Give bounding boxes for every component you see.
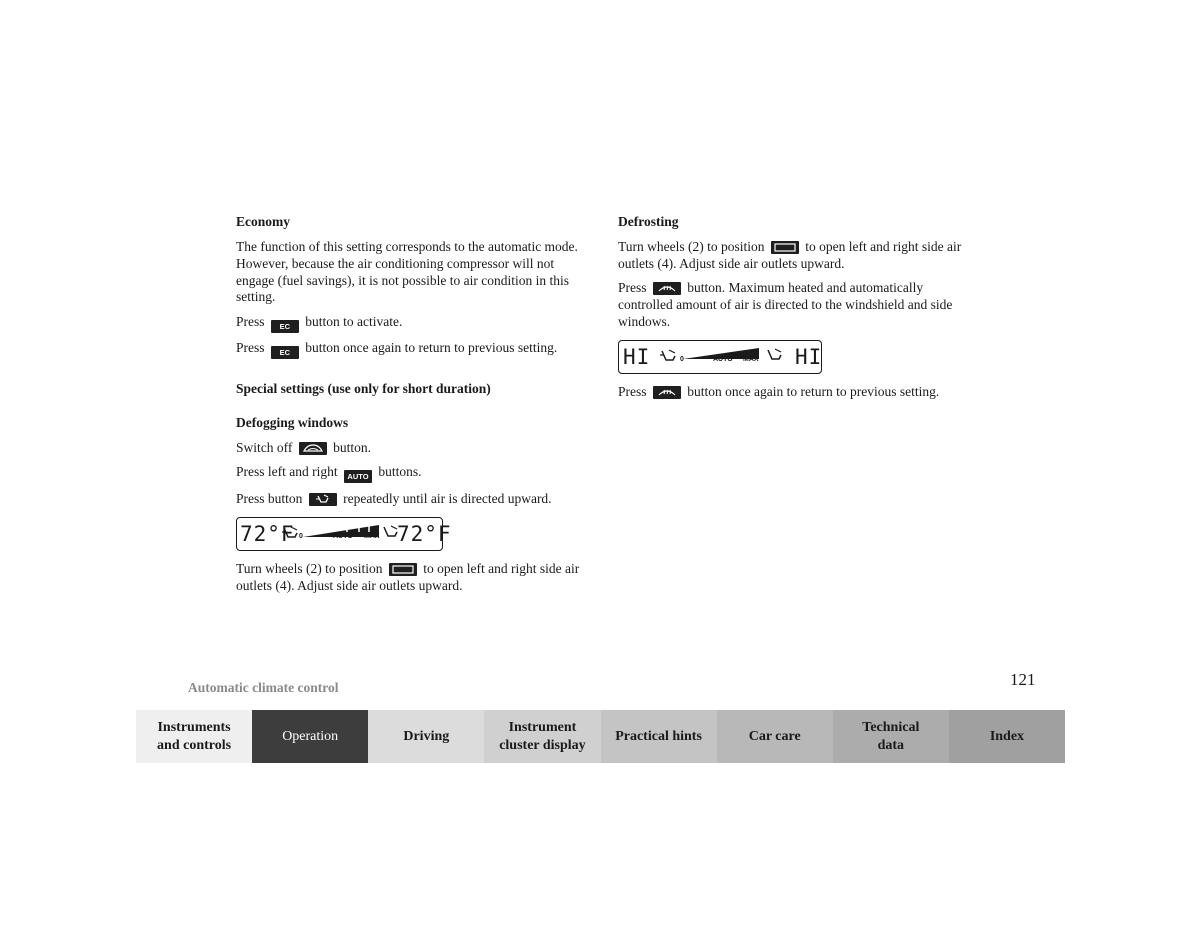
display-max: MAX bbox=[364, 532, 380, 540]
defog-press-airflow: Press button repeatedly until air is directed upward. bbox=[236, 490, 552, 506]
wheel-position-icon bbox=[771, 241, 799, 254]
defrost-turn-wheels: Turn wheels (2) to position to open left and right side air outlets (4). Adjust side air outlets upward. bbox=[618, 239, 962, 271]
display-right-hi: HI bbox=[795, 345, 823, 370]
defrost-press: Press button. Maximum heated and automatically controlled amount of air is directed to the windshield and side windows. bbox=[618, 280, 953, 329]
chapter-tabs bbox=[136, 710, 1065, 763]
defrost-button-icon bbox=[653, 282, 681, 295]
display-left-hi: HI bbox=[623, 345, 651, 370]
tab-operation[interactable]: Operation bbox=[252, 710, 368, 763]
air-recirculation-icon bbox=[299, 442, 327, 455]
defrost-press-return: Press button once again to return to previous setting. bbox=[618, 384, 940, 400]
air-distribution-icon bbox=[309, 493, 337, 506]
economy-heading: Economy bbox=[236, 214, 290, 229]
left-column bbox=[236, 214, 586, 602]
defrost-button-icon bbox=[653, 386, 681, 399]
climate-display-defog: 72°F 0 AUTO MAX 72°F bbox=[236, 517, 443, 551]
defog-heading: Defogging windows bbox=[236, 414, 349, 430]
tab-index[interactable]: Index bbox=[949, 710, 1065, 763]
tab-driving[interactable]: Driving bbox=[368, 710, 484, 763]
tab-car-care[interactable]: Car care bbox=[717, 710, 833, 763]
economy-press-return: Press EC button once again to return to previous setting. bbox=[236, 340, 558, 358]
special-settings-heading: Special settings (use only for short duration) bbox=[236, 381, 491, 397]
climate-display-defrost: HI 0 AUTO MAX HI bbox=[618, 340, 822, 374]
defog-switch-off: Switch off button. bbox=[236, 439, 372, 455]
ec-button-icon: EC bbox=[271, 346, 299, 359]
ec-button-icon: EC bbox=[271, 320, 299, 333]
wheel-position-icon bbox=[389, 563, 417, 576]
tab-practical-hints[interactable]: Practical hints bbox=[601, 710, 717, 763]
economy-text: The function of this setting corresponds to the automatic mode. However, because the air conditioning compressor will not engage (fuel savings), it is not possible to air condition in this setting. bbox=[236, 239, 578, 305]
page-number: 121 bbox=[1010, 670, 1036, 689]
tab-instruments-and-controls[interactable]: Instruments and controls bbox=[136, 710, 252, 763]
section-title: Automatic climate control bbox=[188, 680, 339, 695]
defog-turn-wheels: Turn wheels (2) to position to open left and right side air outlets (4). Adjust side air outlets upward. bbox=[236, 561, 580, 594]
seat-airflow-icon bbox=[659, 348, 681, 366]
right-column bbox=[618, 214, 968, 408]
display-max: MAX bbox=[743, 355, 759, 363]
display-auto: AUTO bbox=[333, 532, 353, 540]
economy-press-activate: Press EC button to activate. bbox=[236, 313, 403, 331]
tab-instrument-cluster-display[interactable]: Instrument cluster display bbox=[484, 710, 600, 763]
seat-airflow-icon bbox=[765, 347, 785, 365]
display-auto: AUTO bbox=[713, 355, 733, 363]
auto-button-icon: AUTO bbox=[344, 470, 372, 483]
defrost-heading: Defrosting bbox=[618, 214, 679, 229]
display-right-temp: 72°F bbox=[397, 522, 452, 547]
display-left-temp: 72°F bbox=[240, 522, 295, 547]
tab-technical-data[interactable]: Technical data bbox=[833, 710, 949, 763]
defog-press-auto: Press left and right AUTO buttons. bbox=[236, 464, 422, 482]
